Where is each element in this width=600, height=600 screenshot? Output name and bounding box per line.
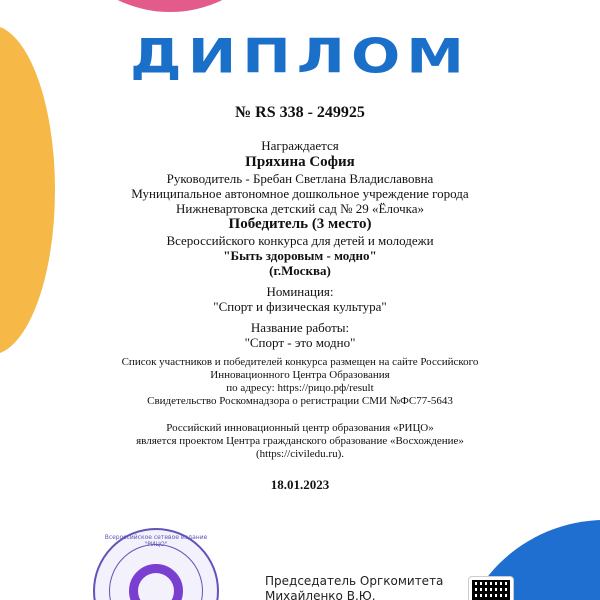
qr-code-icon (468, 576, 514, 600)
recipient-name: Пряхина София (245, 154, 355, 170)
diploma-title: ДИПЛОМ (130, 28, 470, 84)
chair-name: Михайленко В.Ю. (265, 589, 376, 600)
center-line-2: является проектом Центра гражданского образование «Восхождение» (136, 435, 464, 447)
place: Победитель (3 место) (228, 216, 372, 232)
center-line-3: (https://civiledu.ru). (256, 448, 344, 460)
nomination-value: "Спорт и физическая культура" (213, 299, 387, 314)
work-label: Название работы: (250, 320, 350, 335)
city: (г.Москва) (269, 263, 331, 278)
list-line-4: Свидетельство Роскомнадзора о регистрации СМИ №ФС77-5643 (147, 395, 453, 407)
list-line-1: Список участников и победителей конкурса размещен на сайте Российского (121, 356, 479, 368)
chair-signature-block (265, 574, 443, 600)
official-seal (93, 528, 219, 600)
work-value: "Спорт - это модно" (244, 335, 356, 350)
awarded-label: Награждается (261, 138, 339, 153)
decor-pink-circle (50, 0, 290, 12)
list-line-2: Инновационного Центра Образования (210, 369, 390, 381)
center-line-1: Российский инновационный центр образования «РИЦО» (166, 422, 434, 434)
list-line-3: по адресу: https://рицо.рф/result (226, 382, 374, 394)
diploma-number: № RS 338 - 249925 (235, 104, 365, 121)
institution-line-1: Муниципальное автономное дошкольное учреждение города (131, 186, 469, 201)
chair-title: Председатель Оргкомитета (265, 574, 444, 588)
institution-line-2: Нижневартовска детский сад № 29 «Ёлочка» (175, 201, 425, 216)
diploma-date: 18.01.2023 (270, 477, 330, 492)
seal-text: Всероссийское сетевое издание "РИЦО" (104, 534, 208, 548)
nomination-label: Номинация: (266, 284, 334, 299)
supervisor: Руководитель - Бребан Светлана Владиславовна (166, 171, 434, 186)
contest-name: "Быть здоровым - модно" (223, 248, 377, 263)
contest-line: Всероссийского конкурса для детей и молодежи (166, 233, 434, 248)
qr-pattern (472, 580, 510, 600)
diploma-body (0, 104, 600, 493)
